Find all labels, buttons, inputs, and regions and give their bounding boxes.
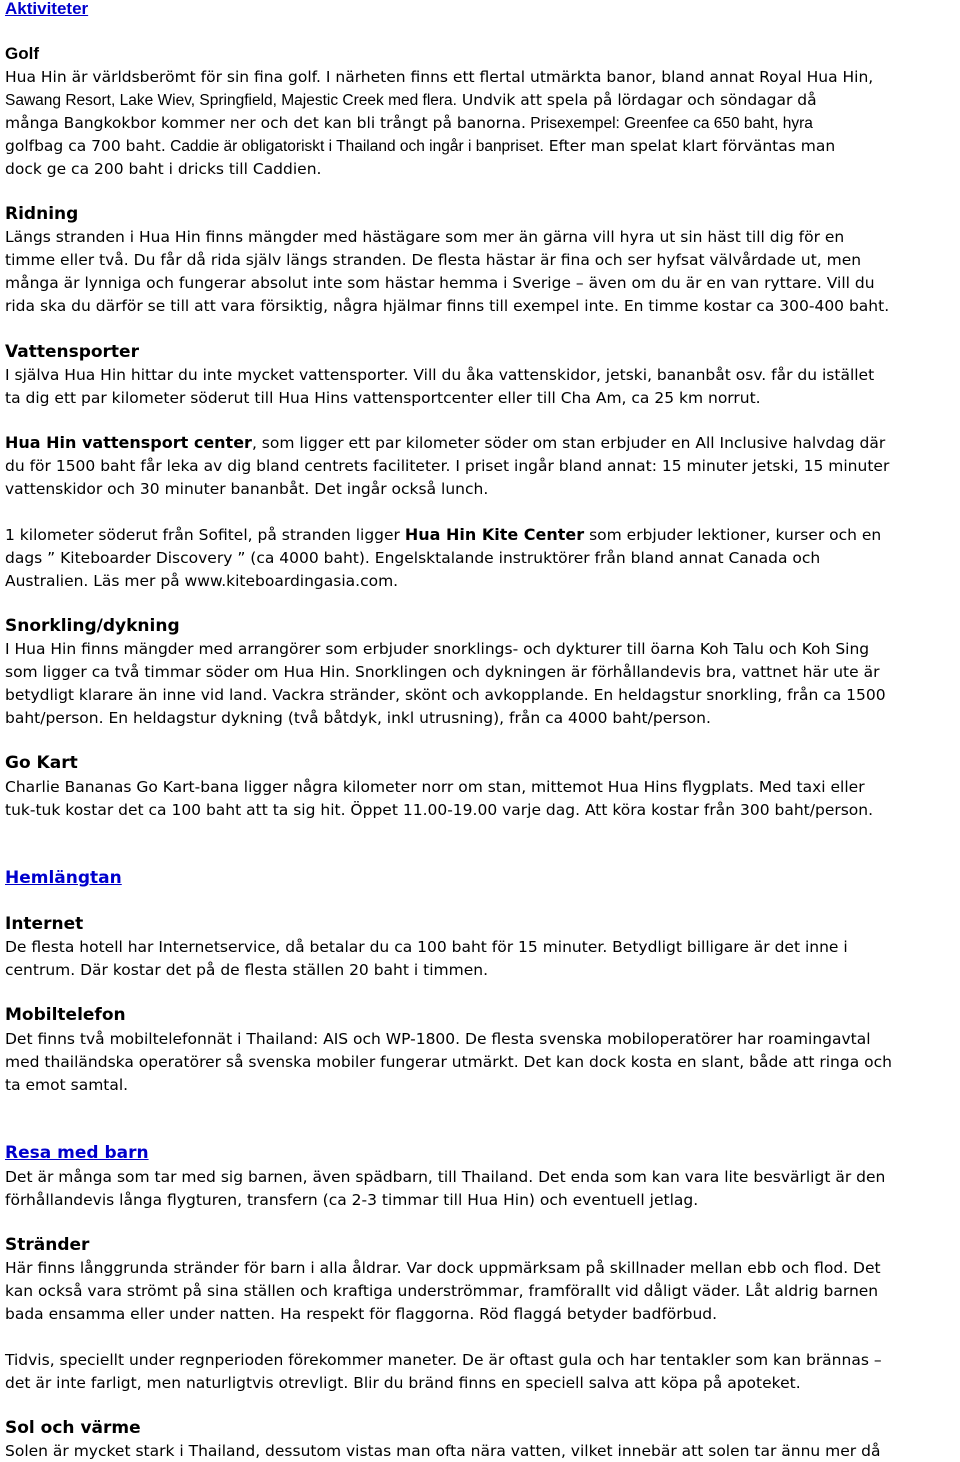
golf-line-3	[5, 112, 813, 135]
ridning-text-c: många är lynniga och fungerar absolut inte som hästar hemma i Sverige – även om du är en van ryttare.	[5, 274, 822, 292]
snorkling-line-4: baht/person. En heldagstur dykning (två båtdyk, inkl utrusning), från ca 4000 baht/person.	[5, 709, 711, 727]
internet-line-1: De flesta hotell har Internetservice, då betalar du ca 100 baht för 15 minuter. Betydligt billigare är det inne i	[5, 938, 848, 956]
golf-line-2	[5, 89, 817, 112]
kite-text-d: Engelsktalande instruktörer från bland annat Canada och	[369, 549, 821, 567]
golf-text-c: många Bangkokbor kommer ner och det kan bli trångt på banorna.	[5, 114, 526, 132]
link-hemlangtan[interactable]: Hemlängtan	[5, 868, 122, 888]
center-text-b: du för 1500 baht får leka av dig bland centrets faciliteter.	[5, 457, 451, 475]
sol-line-1: Solen är mycket stark i Thailand, dessutom vistas man ofta nära vatten, vilket innebär att solen tar ännu mer då	[5, 1442, 881, 1460]
gokart-line-2: tuk-tuk kostar det ca 100 baht att ta sig hit. Öppet 11.00-19.00 varje dag. Att köra kostar från 300 baht/person.	[5, 801, 874, 819]
heading-mobiltelefon: Mobiltelefon	[5, 1005, 126, 1025]
ridning-line-4	[5, 295, 889, 317]
center-line-3: vattenskidor och 30 minuter bananbåt. Det ingår också lunch.	[5, 480, 489, 498]
golf-text-e: golfbag ca 700 baht.	[5, 137, 166, 155]
vatten-line-2: ta dig ett par kilometer söderut till Hua Hins vattensportcenter eller till Cha Am, ca 25 km norrut.	[5, 389, 761, 407]
ridning-text-a: timme eller två. Du får då rida själv längs stranden.	[5, 251, 407, 269]
golf-text-g: Efter man spelat klart förväntas man	[543, 137, 836, 155]
heading-strander: Stränder	[5, 1235, 90, 1255]
heading-internet: Internet	[5, 914, 84, 934]
snorkling-line-3: betydligt klarare än inne vid land. Vackra stränder, skönt och avkopplande. En heldagstur snorkling, från ca 1500	[5, 686, 886, 704]
ridning-line-3	[5, 272, 875, 294]
strander-line-1: Här finns långgrunda stränder för barn i alla åldrar. Var dock uppmärksam på skillnader mellan ebb och flod. Det	[5, 1259, 881, 1277]
snorkling-line-1: I Hua Hin finns mängder med arrangörer som erbjuder snorklings- och dykturer till öarna Koh Talu och Koh Sing	[5, 640, 870, 658]
link-resa-med-barn[interactable]: Resa med barn	[5, 1143, 149, 1163]
heading-snorkling: Snorkling/dykning	[5, 616, 180, 636]
link-aktiviteter[interactable]: Aktiviteter	[5, 0, 89, 18]
ridning-text-f: En timme kostar ca 300-400 baht.	[618, 297, 890, 315]
golf-line-1: Hua Hin är världsberömt för sin fina golf. I närheten finns ett flertal utmärkta banor, bland annat Royal Hua Hin,	[5, 68, 874, 86]
center-line-1	[5, 432, 885, 454]
vatten-text-b: Vill du åka vattenskidor, jetski, bananbåt osv.	[408, 366, 767, 384]
mobil-line-1: Det finns två mobiltelefonnät i Thailand: AIS och WP-1800. De flesta svenska mobiloperatörer har roamingavtal	[5, 1030, 871, 1048]
ridning-line-2	[5, 249, 861, 271]
center-text-c: I priset ingår bland annat: 15 minuter jetski, 15 minuter	[450, 457, 890, 475]
resa-line-2: förhållandevis långa flygturen, transfern (ca 2-3 timmar till Hua Hin) och eventuell jetlag.	[5, 1191, 699, 1209]
snorkling-text-a: som ligger ca två timmar söder om Hua Hin.	[5, 663, 351, 681]
mobil-line-3: ta emot samtal.	[5, 1076, 129, 1094]
vatten-text-c: får du istället	[766, 366, 875, 384]
kite-name: Hua Hin Kite Center	[404, 525, 585, 544]
kite-text-a: 1 kilometer söderut från Sofitel, på stranden ligger	[5, 526, 405, 544]
golf-text-b: Undvik att spela på lördagar och söndagar då	[456, 91, 817, 109]
internet-line-2: centrum. Där kostar det på de flesta ställen 20 baht i timmen.	[5, 961, 488, 979]
center-name: Hua Hin vattensport center	[5, 433, 252, 452]
strander-line-3: bada ensamma eller under natten. Ha respekt för flaggorna. Röd flaggá betyder badförbud.	[5, 1305, 718, 1323]
gokart-line-1: Charlie Bananas Go Kart-bana ligger några kilometer norr om stan, mittemot Hua Hins flygplats. Med taxi eller	[5, 778, 865, 796]
ridning-text-d: Vill du	[821, 274, 875, 292]
ridning-text-b: De flesta hästar är fina och ser hyfsat välvårdade ut, men	[406, 251, 862, 269]
snorkling-text-b: Snorklingen och dykningen är förhållandevis bra, vattnet här ute är	[350, 663, 880, 681]
heading-golf: Golf	[5, 44, 39, 63]
vatten-text-a: I själva Hua Hin hittar du inte mycket vattensporter.	[5, 366, 409, 384]
golf-line-4	[5, 135, 835, 158]
resa-line-1: Det är många som tar med sig barnen, även spädbarn, till Thailand. Det enda som kan vara lite besvärligt är den	[5, 1168, 886, 1186]
golf-text-d: Prisexempel: Greenfee ca 650 baht, hyra	[525, 115, 813, 132]
ridning-line-1: Längs stranden i Hua Hin finns mängder med hästägare som mer än gärna vill hyra ut sin häst till dig för en	[5, 228, 845, 246]
golf-text-f: Caddie är obligatoriskt i Thailand och ingår i banpriset.	[165, 138, 544, 155]
kite-text-b: som erbjuder lektioner, kurser och en	[584, 526, 882, 544]
vatten-line-1	[5, 364, 874, 386]
heading-vattensporter: Vattensporter	[5, 342, 139, 362]
center-line-2	[5, 455, 889, 477]
snorkling-line-2	[5, 661, 879, 683]
heading-gokart: Go Kart	[5, 753, 78, 773]
golf-text-a: Sawang Resort, Lake Wiev, Springfield, Majestic Creek med flera.	[5, 92, 457, 109]
center-text-a: , som ligger ett par kilometer söder om stan erbjuder en All Inclusive halvdag där	[251, 434, 886, 452]
kite-line-2	[5, 547, 820, 569]
golf-line-5: dock ge ca 200 baht i dricks till Caddien.	[5, 160, 322, 178]
mobil-line-2: med thailändska operatörer så svenska mobiler fungerar utmärkt. Det kan dock kosta en slant, både att ringa och	[5, 1053, 892, 1071]
maneter-line-1: Tidvis, speciellt under regnperioden förekommer maneter. De är oftast gula och har tentakler som kan brännas –	[5, 1351, 882, 1369]
ridning-text-e: rida ska du därför se till att vara försiktig, några hjälmar finns till exempel inte.	[5, 297, 619, 315]
strander-line-2: kan också vara strömt på sina ställen och kraftiga underströmmar, framförallt vid dåligt väder. Låt aldrig barnen	[5, 1282, 879, 1300]
kite-line-3: Australien. Läs mer på www.kiteboardingasia.com.	[5, 572, 399, 590]
kite-text-c: dags ” Kiteboarder Discovery ” (ca 4000 baht).	[5, 549, 370, 567]
kite-line-1	[5, 524, 881, 546]
maneter-line-2: det är inte farligt, men naturligtvis otrevligt. Blir du bränd finns en speciell salva att köpa på apoteket.	[5, 1374, 801, 1392]
heading-ridning: Ridning	[5, 204, 79, 224]
heading-sol-och-varme: Sol och värme	[5, 1418, 141, 1438]
